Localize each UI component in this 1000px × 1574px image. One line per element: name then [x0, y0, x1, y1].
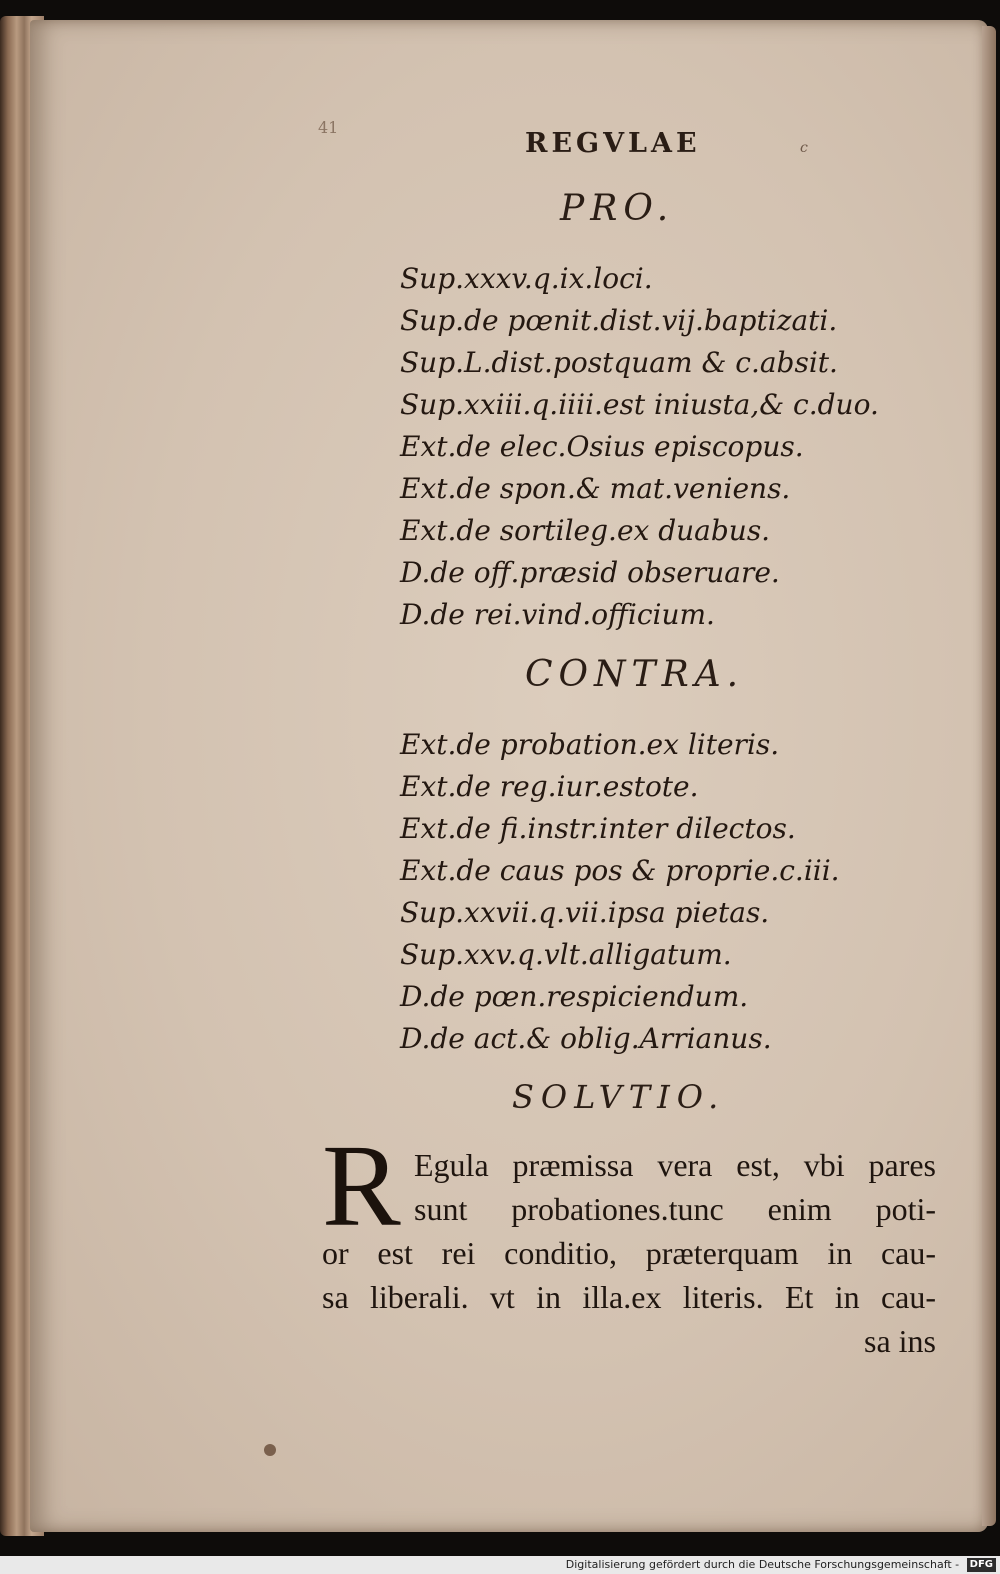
contra-citation: D.de pœn.respiciendum. — [400, 980, 749, 1013]
digitization-credit: Digitalisierung gefördert durch die Deutsche Forschungsgemeinschaft - — [565, 1558, 960, 1571]
body-line: or est rei conditio, præterquam in cau- — [322, 1235, 936, 1271]
pro-citation: D.de off.præsid obseruare. — [400, 556, 780, 589]
folio-mark: c — [800, 140, 808, 156]
contra-citation: Ext.de fi.instr.inter dilectos. — [400, 812, 796, 845]
body-line: Egula præmissa vera est, vbi pares — [414, 1147, 936, 1183]
contra-citation: Sup.xxv.q.vlt.alligatum. — [400, 938, 732, 971]
ink-stain — [264, 1444, 276, 1456]
body-line: sa liberali. vt in illa.ex literis. Et in cau- — [322, 1279, 936, 1315]
corner-mark: 41 — [318, 118, 339, 137]
contra-citation-list — [400, 724, 840, 1060]
digitization-credit-bar — [0, 1556, 1000, 1574]
pro-citation-list — [400, 258, 879, 636]
pro-heading: PRO. — [560, 188, 675, 229]
pro-citation: Sup.de pœnit.dist.vij.baptizati. — [400, 304, 838, 337]
contra-citation: D.de act.& oblig.Arrianus. — [400, 1022, 772, 1055]
contra-citation: Ext.de reg.iur.estote. — [400, 770, 699, 803]
page-right-edge — [982, 26, 996, 1526]
catchword: sa ins — [864, 1323, 936, 1359]
contra-citation: Ext.de probation.ex literis. — [400, 728, 780, 761]
pro-citation: Sup.xxxv.q.ix.loci. — [400, 262, 653, 295]
contra-citation: Ext.de caus pos & proprie.c.iii. — [400, 854, 840, 887]
pro-citation: Ext.de sortileg.ex duabus. — [400, 514, 771, 547]
body-paragraph — [322, 1143, 936, 1363]
pro-citation: Sup.xxiii.q.iiii.est iniusta,& c.duo. — [400, 388, 879, 421]
pro-citation: Ext.de spon.& mat.veniens. — [400, 472, 791, 505]
contra-citation: Sup.xxvii.q.vii.ipsa pietas. — [400, 896, 770, 929]
pro-citation: D.de rei.vind.officium. — [400, 598, 715, 631]
dfg-logo: DFG — [967, 1558, 996, 1572]
pro-citation: Sup.L.dist.postquam & c.absit. — [400, 346, 838, 379]
solutio-heading: SOLVTIO. — [512, 1078, 726, 1116]
body-line: sunt probationes.tunc enim poti- — [414, 1191, 936, 1227]
pro-citation: Ext.de elec.Osius episcopus. — [400, 430, 804, 463]
running-head: REGVLAE — [525, 128, 701, 159]
contra-heading: CONTRA. — [525, 654, 745, 695]
drop-cap: R — [322, 1120, 401, 1251]
